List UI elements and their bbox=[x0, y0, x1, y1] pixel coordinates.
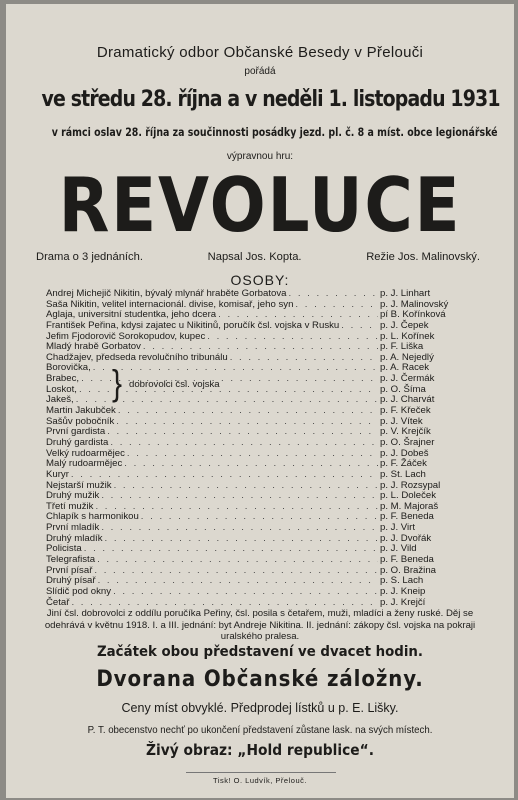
occasion-text: v rámci oslav 28. října za součinnosti posádky jezd. pl. č. 8 a míst. obce legionářské bbox=[51, 125, 498, 139]
dot-leader bbox=[98, 576, 378, 587]
actor-name: p. F. Křeček bbox=[380, 405, 431, 417]
actor-name: p. J. Dvořák bbox=[380, 532, 432, 544]
role-name: František Peřina, kdysi zajatec u Nikitinů, poručík čsl. vojska v Rusku bbox=[46, 319, 340, 331]
cast-row bbox=[46, 438, 470, 449]
actor-name: p. J. Krejčí bbox=[380, 596, 426, 608]
actor-name: pí B. Kořínková bbox=[380, 309, 446, 321]
role-name: Telegrafista bbox=[46, 554, 96, 566]
actor-name: p. St. Lach bbox=[380, 468, 426, 480]
actor-name: p. J. Charvát bbox=[380, 394, 435, 406]
role-name: Chlapík s harmonikou bbox=[46, 511, 139, 523]
dot-leader bbox=[127, 449, 378, 460]
actor-name: p. M. Majoraš bbox=[380, 500, 439, 512]
prices-text: Ceny míst obvyklé. Předprodej lístků u p. E. Lišky. bbox=[121, 701, 399, 715]
cast-row bbox=[46, 587, 470, 598]
role-name: Četař bbox=[46, 596, 70, 608]
role-name: Třetí mužik bbox=[46, 500, 94, 512]
role-name: Borovička, bbox=[46, 362, 91, 374]
tableau-text: Živý obraz: „Hold republice“. bbox=[146, 741, 374, 759]
dot-leader bbox=[94, 566, 378, 577]
actor-name: p. F. Beneda bbox=[380, 511, 434, 523]
performance-dates: ve středu 28. října a v neděli 1. listopadu 1931 bbox=[41, 87, 500, 112]
role-name: Sašův pobočník bbox=[46, 415, 115, 427]
role-name: Aglaja, universitní studentka, jeho dcera bbox=[46, 309, 217, 321]
dot-leader bbox=[288, 289, 378, 300]
role-name: Andrej Michejič Nikitin, bývalý mlynář hraběte Gorbatova bbox=[46, 288, 287, 299]
printer-credit: Tisk! O. Ludvík, Přelouč. bbox=[213, 776, 307, 785]
actor-name: p. J. Virt bbox=[380, 522, 416, 534]
author-text: Napsal Jos. Kopta. bbox=[207, 251, 302, 263]
role-name: První písař bbox=[46, 564, 93, 576]
dot-leader bbox=[341, 321, 378, 332]
actor-name: p. J. Kneip bbox=[380, 585, 426, 597]
role-name: Druhý písař bbox=[46, 575, 96, 587]
actor-name: p. L. Doleček bbox=[380, 490, 436, 502]
actor-name: p. O. Šíma bbox=[380, 383, 426, 395]
dot-leader bbox=[116, 417, 378, 428]
dot-leader bbox=[124, 459, 378, 470]
dot-leader bbox=[105, 534, 378, 545]
role-name: Druhý mužik bbox=[46, 490, 100, 502]
actor-name: p. J. Vítek bbox=[380, 415, 423, 427]
role-name: Jakeš, bbox=[46, 394, 74, 406]
role-name: Kuryr bbox=[46, 468, 69, 480]
dot-leader bbox=[97, 555, 378, 566]
dot-leader bbox=[107, 427, 378, 438]
actor-name: p. J. Dobeš bbox=[380, 447, 429, 459]
dot-leader bbox=[295, 300, 378, 311]
actor-name: p. O. Šrajner bbox=[380, 436, 435, 448]
start-time: Začátek obou představení ve dvacet hodin. bbox=[96, 644, 423, 660]
role-name: Loskot, bbox=[46, 383, 77, 395]
play-title: REVOLUCE bbox=[58, 161, 462, 249]
actor-name: p. J. Rozsypal bbox=[380, 479, 441, 491]
cast-row bbox=[46, 470, 470, 481]
dot-leader bbox=[230, 353, 378, 364]
group-label: dobrovolci čsl. vojska bbox=[129, 379, 220, 390]
cast-heading: OSOBY: bbox=[230, 272, 290, 288]
dot-leader bbox=[101, 523, 378, 534]
actor-name: p. L. Kořínek bbox=[380, 330, 435, 342]
actor-name: p. V. Krejčík bbox=[380, 426, 431, 438]
actor-name: p. J. Malinovský bbox=[380, 298, 449, 310]
extras-note: Jiní čsl. dobrovolci z oddílu poručíka Peřiny, čsl. posila s četařem, muži, mladíci a ženy ruské. Děj se odehrává v květnu 1918. I. a III. jednání: byt Andreje Nikitina. II. jednání: zákopy čsl. vojska na pokraji uralského pralesa. bbox=[44, 608, 476, 642]
poster bbox=[6, 4, 514, 798]
role-name: Brabec, bbox=[46, 373, 80, 385]
cast-list bbox=[46, 289, 470, 608]
role-name: Velký rudoarmějec bbox=[46, 447, 125, 459]
audience-note: P. T. obecenstvo nechť po ukončení představení zůstane lask. na svých místech. bbox=[87, 724, 433, 736]
director-text: Režie Jos. Malinovský. bbox=[366, 251, 480, 263]
actor-name: p. J. Čepek bbox=[380, 319, 429, 331]
actor-name: p. J. Vild bbox=[380, 543, 417, 555]
role-name: První mladík bbox=[46, 522, 100, 534]
dot-leader bbox=[93, 363, 378, 374]
presents-text: pořádá bbox=[244, 66, 276, 77]
actor-name: p. S. Lach bbox=[380, 575, 424, 587]
dot-leader bbox=[113, 587, 378, 598]
actor-name: p. F. Žáček bbox=[380, 458, 427, 470]
genre-text: Drama o 3 jednáních. bbox=[36, 251, 143, 263]
dot-leader bbox=[71, 598, 378, 609]
role-name: Druhý mladík bbox=[46, 532, 103, 544]
role-name: Malý rudoarmějec bbox=[46, 458, 123, 470]
actor-name: p. F. Liška bbox=[380, 341, 424, 353]
role-name: První gardista bbox=[46, 426, 106, 438]
actor-name: p. A. Nejedlý bbox=[380, 351, 434, 363]
dot-leader bbox=[118, 406, 378, 417]
actor-name: p. A. Racek bbox=[380, 362, 430, 374]
cast-row bbox=[46, 598, 470, 609]
organizer: Dramatický odbor Občanské Besedy v Přelouči bbox=[96, 44, 424, 61]
group-brace: } bbox=[112, 363, 123, 404]
dot-leader bbox=[110, 438, 378, 449]
divider bbox=[186, 772, 336, 773]
intro-text: výpravnou hru: bbox=[226, 151, 294, 162]
actor-name: p. J. Čermák bbox=[380, 373, 435, 385]
actor-name: p. O. Bražina bbox=[380, 564, 436, 576]
dot-leader bbox=[71, 470, 378, 481]
role-name: Slídič pod okny bbox=[46, 585, 112, 597]
dot-leader bbox=[81, 374, 378, 385]
role-name: Policista bbox=[46, 543, 82, 555]
dot-leader bbox=[114, 481, 378, 492]
dot-leader bbox=[79, 385, 378, 396]
venue: Dvorana Občanské záložny. bbox=[96, 667, 424, 692]
role-name: Martin Jakubček bbox=[46, 405, 116, 417]
dot-leader bbox=[101, 491, 378, 502]
actor-name: p. F. Beneda bbox=[380, 554, 434, 566]
dot-leader bbox=[141, 512, 378, 523]
role-name: Mladý hrabě Gorbatov bbox=[46, 341, 141, 353]
role-name: Saša Nikitin, velitel internacionál. divise, komisař, jeho syn bbox=[46, 298, 294, 310]
actor-name: p. J. Linhart bbox=[380, 288, 431, 299]
dot-leader bbox=[84, 544, 378, 555]
role-name: Druhý gardista bbox=[46, 436, 109, 448]
role-name: Chadžajev, předseda revolučního tribunálu bbox=[46, 351, 228, 363]
cast-row bbox=[46, 321, 470, 332]
dot-leader bbox=[207, 332, 378, 343]
credits-line bbox=[36, 251, 480, 263]
role-name: Jefim Fjodorovič Sorokopudov, kupec bbox=[46, 330, 206, 342]
role-name: Nejstarší mužik bbox=[46, 479, 112, 491]
